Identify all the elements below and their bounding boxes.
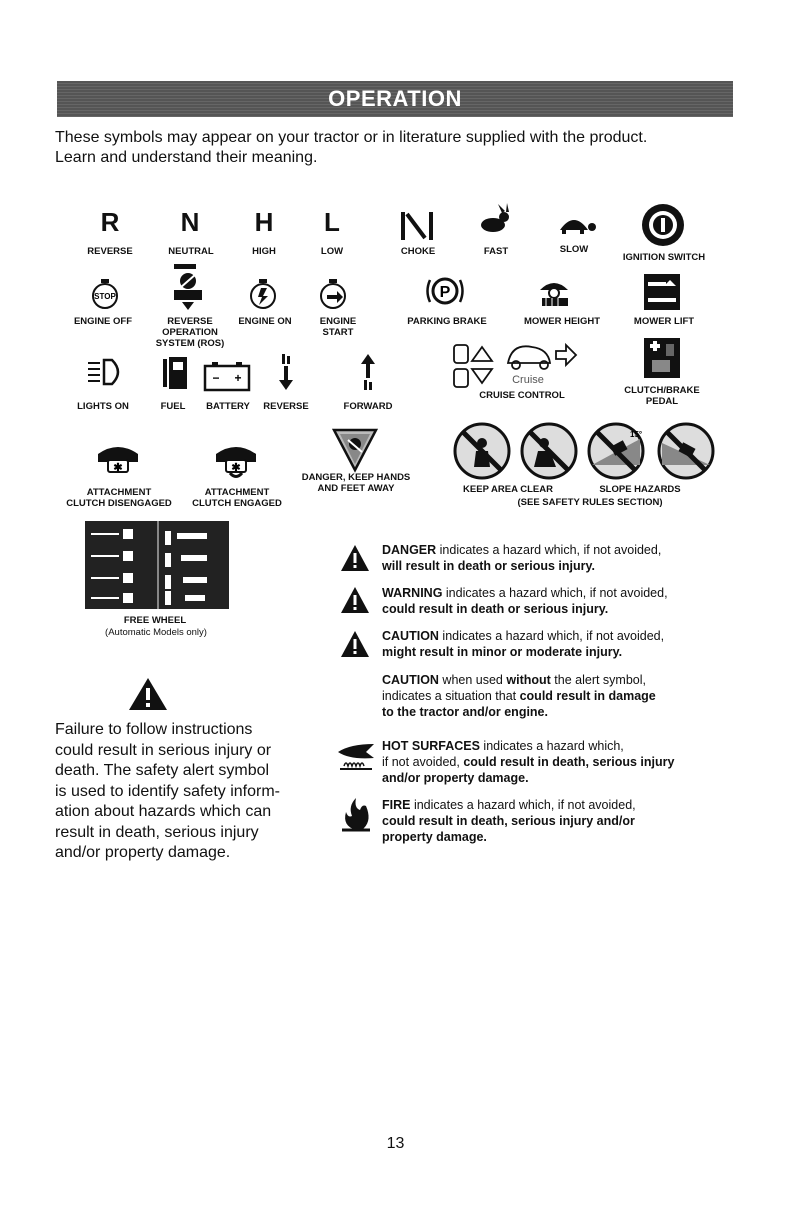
section-title: OPERATION [328, 86, 462, 111]
engine-off-label: ENGINE OFF [73, 316, 133, 327]
lights-on-label: LIGHTS ON [77, 401, 129, 412]
danger-keep-hands-away-icon [330, 426, 380, 474]
svg-text:✱: ✱ [231, 462, 241, 474]
hot-surfaces-notice: HOT SURFACES indicates a hazard which, if not avoided, could result in death, serious injury and/or property damage. [382, 739, 675, 785]
engine-start-label: ENGINE START [319, 316, 357, 338]
mower-lift-icon [644, 274, 680, 310]
warning-consequence: could result in death or serious injury. [382, 602, 609, 616]
engine-off-icon [87, 277, 123, 309]
reverse-letter: R [100, 207, 120, 237]
cruise-control-label: CRUISE CONTROL [479, 390, 565, 401]
svg-text:✱: ✱ [113, 462, 123, 474]
battery-label: BATTERY [206, 401, 250, 412]
page-number: 13 [386, 1135, 405, 1152]
free-wheel-title: FREE WHEEL [123, 615, 187, 626]
high-label: HIGH [252, 246, 276, 257]
parking-brake-icon [424, 272, 466, 310]
safety-alert-explanation: Failure to follow instructions could result in serious injury or death. The safety alert symbol is used to identify safety inform- ation about hazards which can result in death, serious injury and/or property damage. [55, 721, 280, 861]
free-wheel-icon [85, 521, 229, 609]
danger-alert-icon [340, 544, 370, 572]
caution-consequence: might result in minor or moderate injury. [382, 645, 623, 659]
danger-word: DANGER [382, 543, 437, 557]
intro-line-2: Learn and understand their meaning. [55, 149, 318, 166]
ignition-switch-icon [640, 202, 686, 248]
slow-label: SLOW [559, 244, 589, 255]
stop-text: STOP [94, 292, 116, 301]
ignition-switch-label: IGNITION SWITCH [622, 252, 706, 263]
engine-on-label: ENGINE ON [238, 316, 292, 327]
engine-start-icon [315, 277, 351, 309]
caution-no-symbol-notice: CAUTION when used without the alert symbol, indicates a situation that could result in damage to the tractor and/or engine. [382, 673, 656, 719]
attachment-clutch-engaged-icon [214, 440, 258, 480]
neutral-letter: N [180, 207, 200, 237]
danger-notice: DANGER indicates a hazard which, if not avoided, will result in death or serious injury. [382, 543, 662, 573]
battery-plus: + [234, 371, 242, 385]
forward-arrow-icon [354, 352, 382, 392]
keep-area-clear-icon-1 [455, 424, 509, 478]
attachment-clutch-engaged-label: ATTACHMENT CLUTCH ENGAGED [192, 487, 282, 509]
free-wheel-sub: (Automatic Models only) [105, 627, 207, 638]
clutch-brake-label: CLUTCH/BRAKE PEDAL [624, 385, 700, 407]
fuel-icon [161, 356, 191, 392]
keep-area-clear-icon-2 [522, 424, 576, 478]
warning-word: WARNING [382, 586, 443, 600]
parking-p-text: P [439, 284, 451, 301]
mower-height-label: MOWER HEIGHT [524, 316, 600, 327]
choke-label: CHOKE [400, 246, 436, 257]
neutral-label: NEUTRAL [168, 246, 214, 257]
mower-lift-label: MOWER LIFT [633, 316, 695, 327]
cruise-control-icon [452, 339, 602, 391]
fire-icon [340, 796, 372, 832]
battery-minus: − [212, 371, 220, 385]
clutch-brake-pedal-icon [644, 338, 680, 378]
keep-area-clear-and-slope-hazards-icons [452, 421, 720, 481]
cruise-word: Cruise [512, 374, 544, 386]
danger-consequence: will result in death or serious injury. [382, 559, 596, 573]
choke-icon [398, 210, 438, 242]
intro-line-1: These symbols may appear on your tractor or in literature supplied with the product. [55, 129, 648, 146]
low-label: LOW [320, 246, 344, 257]
ros-label: REVERSE OPERATION SYSTEM (ROS) [155, 316, 225, 349]
intro-text [55, 128, 755, 168]
reverse-label: REVERSE [87, 246, 133, 257]
see-safety-rules-label: (SEE SAFETY RULES SECTION) [517, 497, 663, 508]
slope-hazard-icon-2 [659, 424, 713, 478]
engine-on-icon [245, 277, 281, 309]
caution-notice: CAUTION indicates a hazard which, if not avoided, might result in minor or moderate injury. [382, 629, 665, 659]
attachment-clutch-disengaged-label: ATTACHMENT CLUTCH DISENGAGED [66, 487, 172, 509]
mower-height-icon [534, 276, 574, 308]
slope-hazards-label: SLOPE HAZARDS [599, 484, 681, 495]
caution-word: CAUTION [382, 629, 439, 643]
safety-alert-icon [128, 677, 168, 711]
hot-surfaces-icon [336, 738, 378, 772]
keep-area-clear-label: KEEP AREA CLEAR [463, 484, 553, 495]
reverse-operation-system-icon [168, 262, 212, 312]
forward-label: FORWARD [343, 401, 393, 412]
caution-alert-icon [340, 630, 370, 658]
attachment-clutch-disengaged-icon [96, 440, 140, 476]
reverse-direction-label: REVERSE [263, 401, 309, 412]
warning-notice: WARNING indicates a hazard which, if not avoided, could result in death or serious injury. [382, 586, 668, 616]
low-letter: L [324, 207, 340, 237]
section-banner [57, 81, 733, 117]
battery-icon [202, 362, 252, 392]
parking-brake-label: PARKING BRAKE [407, 316, 487, 327]
fire-notice: FIRE indicates a hazard which, if not avoided, could result in death, serious injury and/or property damage. [382, 798, 636, 844]
slope-degree: 15° [630, 430, 643, 439]
warning-alert-icon [340, 586, 370, 614]
fuel-label: FUEL [160, 401, 186, 412]
reverse-arrow-icon [272, 352, 300, 392]
rabbit-fast-icon [476, 202, 512, 238]
danger-keep-hands-label: DANGER, KEEP HANDS AND FEET AWAY [301, 472, 411, 494]
slope-hazard-icon-1 [589, 424, 643, 478]
turtle-slow-icon [554, 210, 598, 236]
fast-label: FAST [483, 246, 509, 257]
lights-on-icon [86, 355, 130, 389]
high-letter: H [254, 207, 274, 237]
